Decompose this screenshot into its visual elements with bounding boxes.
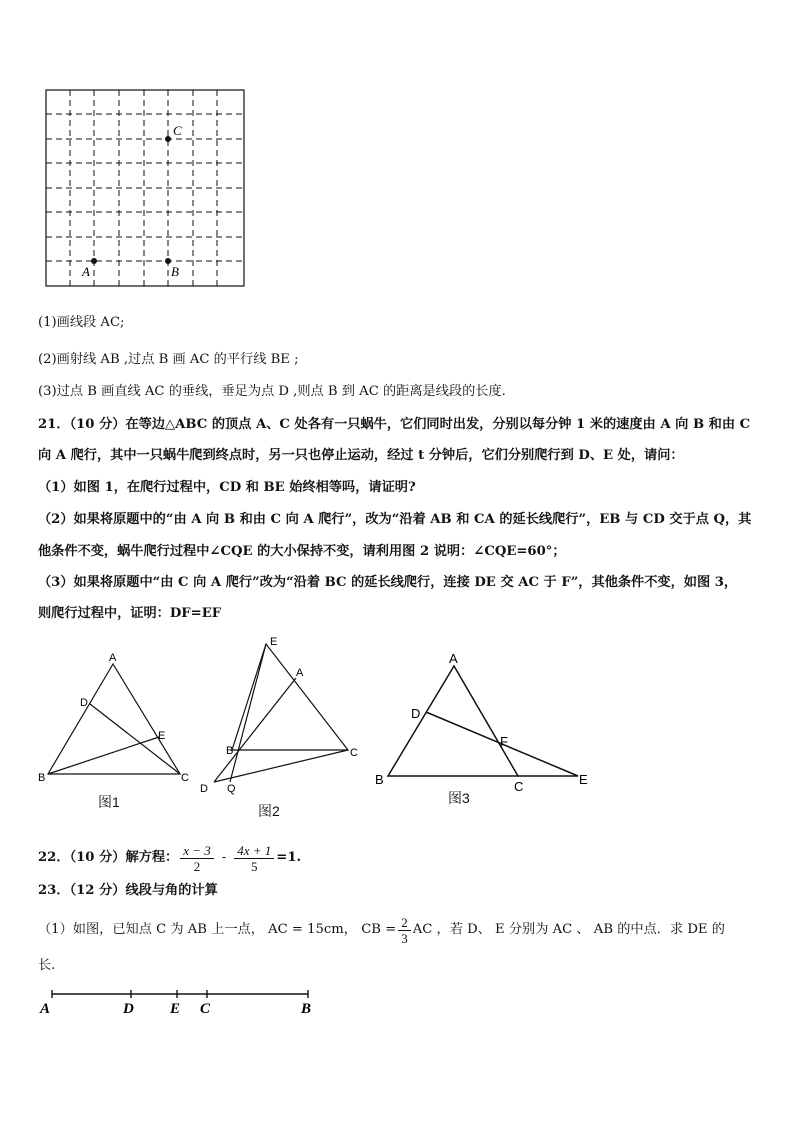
q23-part1-b: AC ，若 D、 E 分别为 AC 、 AB 的中点．求 DE 的 [412, 922, 725, 937]
seg-label-c: C [200, 1001, 211, 1017]
q22-fraction-2: $\frac{4x + 1}{5}$ [234, 843, 274, 874]
q22-suffix: =1. [276, 850, 302, 865]
q21-line-4: （2）如果将原题中的“由 A 向 B 和由 C 向 A 爬行”，改为“沿着 AB 和 CA 的延长线爬行”，EB 与 CD 交于点 Q，其 [38, 512, 752, 527]
figure-1 [34, 650, 194, 792]
q21-line-3: （1）如图 1，在爬行过程中，CD 和 BE 始终相等吗，请证明? [38, 480, 416, 495]
q23-part1-a: （1）如图，已知点 C 为 AB 上一点， AC = 15cm， CB = [38, 922, 397, 937]
q23-fraction: $\frac{2}{3}$ [398, 915, 411, 946]
fig1-label-d: D [80, 697, 88, 709]
q21-line-2: 向 A 爬行，其中一只蜗牛爬到终点时，另一只也停止运动，经过 t 分钟后，它们分别爬行到 D、E 处，请问： [38, 448, 684, 463]
fig1-label-e: E [158, 730, 166, 742]
point-a-dot [91, 258, 97, 264]
grid-figure [44, 88, 248, 290]
fig1-label-c: C [181, 772, 189, 784]
fig2-label-b: B [226, 745, 234, 757]
seg-label-e: E [170, 1001, 181, 1017]
q20-item-3: (3)过点 B 画直线 AC 的垂线，垂足为点 D ,则点 B 到 AC 的距离是线段的长度. [38, 384, 506, 399]
fig3-label-c: C [514, 779, 524, 794]
segment-figure [34, 984, 324, 1018]
point-b-label: B [171, 264, 179, 279]
figure-2 [196, 632, 366, 800]
q23-part1-line [38, 910, 725, 950]
point-c-dot [165, 136, 171, 142]
fig3-label-b: B [375, 772, 384, 787]
fig1-caption: 图1 [98, 794, 120, 810]
fig3-label-e: E [579, 772, 588, 787]
point-c-label: C [173, 123, 182, 138]
fig2-caption: 图2 [258, 803, 280, 819]
fig2-label-e: E [270, 636, 278, 648]
q21-line-6: （3）如果将原题中“由 C 向 A 爬行”改为“沿着 BC 的延长线爬行，连接 DE 交 AC 于 F”，其他条件不变，如图 3， [38, 575, 738, 590]
fig1-label-a: A [109, 652, 117, 664]
fig3-caption: 图3 [448, 790, 470, 806]
q21-line-7: 则爬行过程中，证明：DF=EF [38, 606, 222, 621]
q23-part1-c: 长. [38, 958, 56, 973]
fig2-label-c: C [350, 747, 358, 759]
fig1-label-b: B [38, 772, 46, 784]
fig2-label-a: A [296, 667, 304, 679]
fig2-label-q: Q [227, 783, 236, 795]
seg-label-a: A [40, 1001, 51, 1017]
seg-label-d: D [123, 1001, 134, 1017]
seg-label-b: B [301, 1001, 312, 1017]
q22-prefix: 22．（10 分）解方程： [38, 850, 179, 865]
fig2-label-d: D [200, 783, 208, 795]
fig3-label-f: F [500, 734, 508, 749]
fig3-label-d: D [411, 706, 421, 721]
q20-item-2: (2)画射线 AB ,过点 B 画 AC 的平行线 BE ; [38, 352, 299, 367]
point-a-label: A [82, 264, 90, 279]
q22-fraction-1: $\frac{x - 3}{2}$ [180, 843, 214, 874]
q22-equation [38, 838, 301, 878]
q21-line-5: 他条件不变，蜗牛爬行过程中∠CQE 的大小保持不变，请利用图 2 说明：∠CQE=60°； [38, 544, 566, 559]
fig3-label-a: A [449, 651, 458, 666]
q23-title: 23．（12 分）线段与角的计算 [38, 883, 218, 898]
figure-3 [372, 648, 594, 794]
q21-line-1: 21．（10 分）在等边△ABC 的顶点 A、C 处各有一只蜗牛，它们同时出发，分别以每分钟 1 米的速度由 A 向 B 和由 C [38, 417, 751, 432]
q22-minus: - [221, 850, 227, 865]
q20-item-1: (1)画线段 AC; [38, 315, 125, 330]
